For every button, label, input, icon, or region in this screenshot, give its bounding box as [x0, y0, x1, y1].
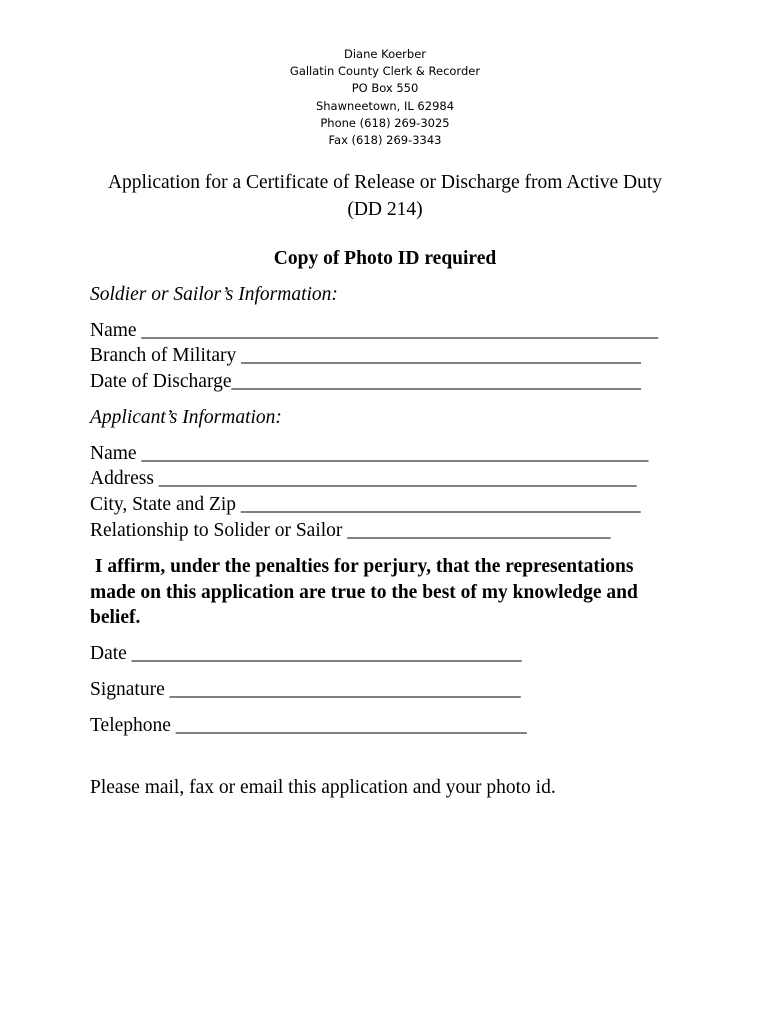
- fax-number: Fax (618) 269-3343: [328, 133, 442, 148]
- city-state-zip-field[interactable]: City, State and Zip _________________________________________: [90, 494, 641, 515]
- affirmation-line-3: belief.: [90, 607, 141, 628]
- telephone-field[interactable]: Telephone ____________________________________: [90, 715, 527, 736]
- mailing-instructions: Please mail, fax or email this application and your photo id.: [90, 777, 556, 798]
- date-field[interactable]: Date ________________________________________: [90, 643, 522, 664]
- photo-id-notice: Copy of Photo ID required: [273, 248, 497, 269]
- form-title-line-2: (DD 214): [347, 199, 423, 220]
- relationship-field[interactable]: Relationship to Solider or Sailor ___________________________: [90, 520, 611, 541]
- po-box: PO Box 550: [351, 81, 419, 96]
- applicant-address-field[interactable]: Address _________________________________________________: [90, 468, 637, 489]
- clerk-office: Gallatin County Clerk & Recorder: [289, 64, 481, 79]
- soldier-section-heading: Soldier or Sailor’s Information:: [90, 284, 338, 305]
- applicant-name-field[interactable]: Name ____________________________________________________: [90, 443, 649, 464]
- soldier-name-field[interactable]: Name _____________________________________________________: [90, 320, 659, 341]
- signature-field[interactable]: Signature ____________________________________: [90, 679, 521, 700]
- applicant-section-heading: Applicant’s Information:: [90, 407, 282, 428]
- form-title: [0, 169, 770, 223]
- city-state-zip: Shawneetown, IL 62984: [315, 98, 455, 113]
- affirmation-line-1: I affirm, under the penalties for perjury, that the representations: [90, 556, 634, 577]
- branch-of-military-field[interactable]: Branch of Military _________________________________________: [90, 345, 641, 366]
- phone-number: Phone (618) 269-3025: [320, 115, 450, 130]
- affirmation-line-2: made on this application are true to the best of my knowledge and: [90, 581, 638, 603]
- clerk-address-block: [0, 46, 770, 149]
- form-title-line-1: Application for a Certificate of Release or Discharge from Active Duty: [107, 172, 663, 193]
- date-of-discharge-field[interactable]: Date of Discharge__________________________________________: [90, 371, 641, 392]
- clerk-name: Diane Koerber: [343, 47, 427, 61]
- perjury-affirmation: [90, 554, 690, 631]
